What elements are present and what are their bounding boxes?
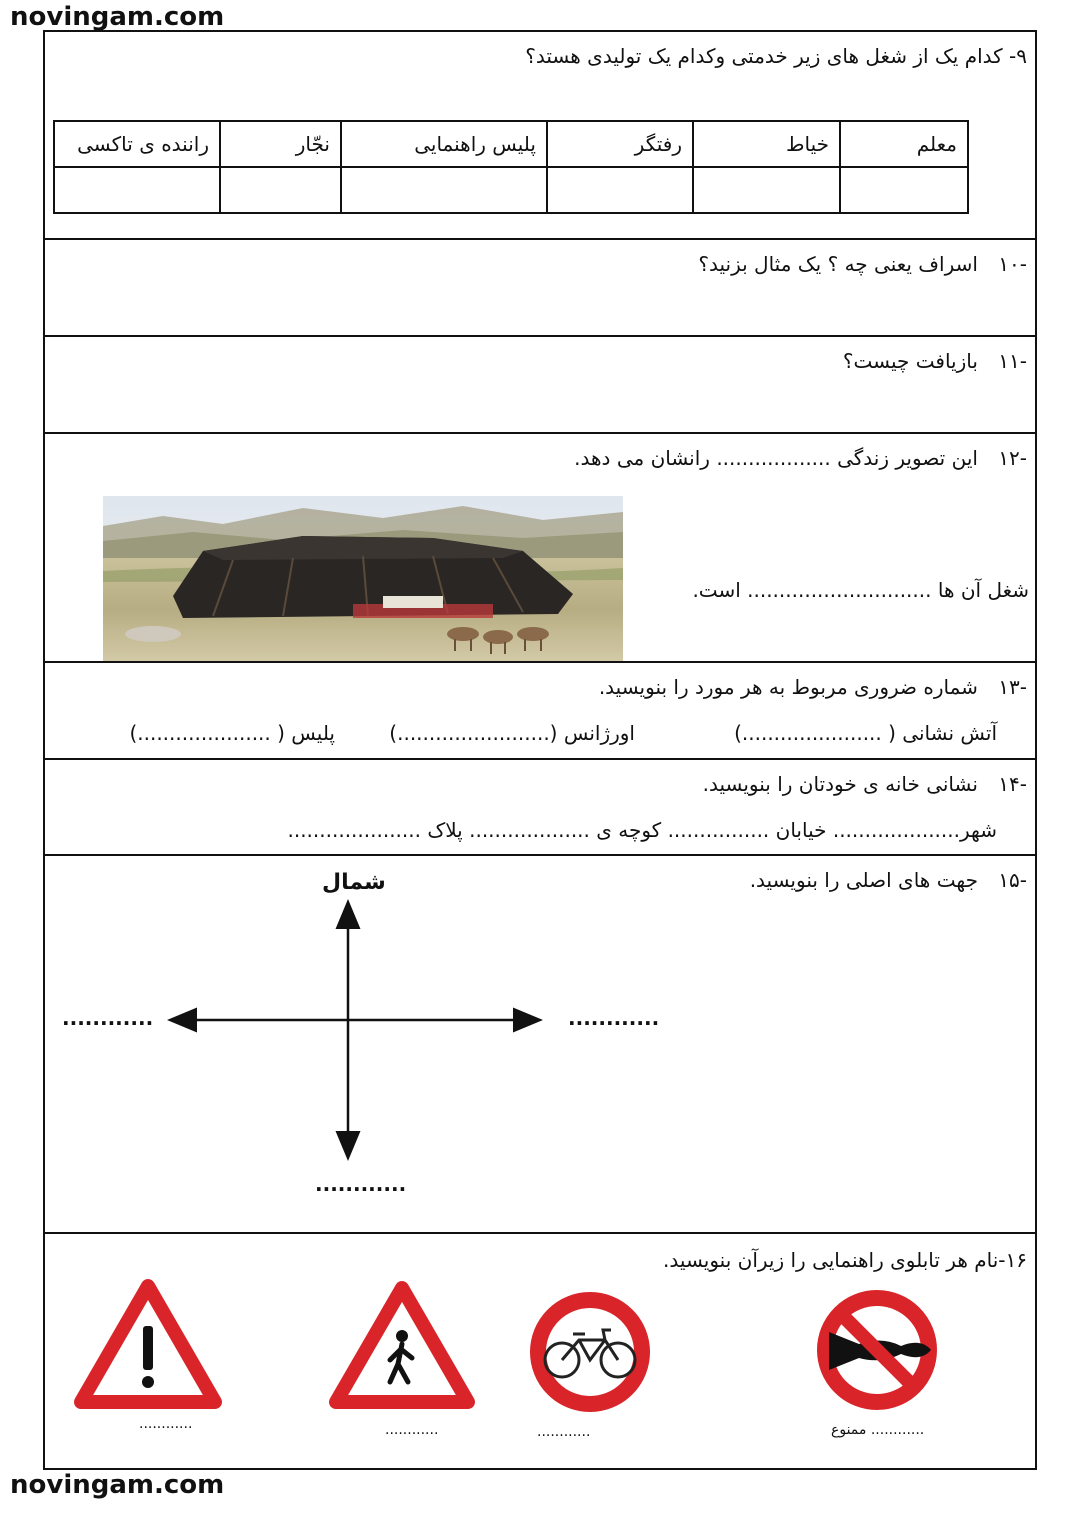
question-number: -۱۵ (998, 868, 1027, 892)
no-horn-sign-icon (791, 1288, 963, 1412)
question-11 (45, 337, 1035, 434)
question-16-text: ۱۶-نام هر تابلوی راهنمایی را زیرآن بنویسید. (663, 1248, 1027, 1272)
question-prompt: کدام یک از شغل های زیر خدمتی وکدام یک تولیدی هستد؟ (525, 44, 1003, 68)
sign-label-no-bicycle[interactable]: ............ (537, 1424, 591, 1440)
question-number: ۹- (1009, 44, 1027, 68)
sign-label-pedestrian[interactable]: ............ (385, 1422, 439, 1438)
question-14-text (703, 772, 1027, 796)
sign-label-warning[interactable]: ............ (139, 1416, 193, 1432)
table-cell: خیاط (693, 121, 840, 167)
watermark-top: novingam.com (10, 2, 225, 32)
answer-cell[interactable] (547, 167, 693, 213)
south-blank[interactable]: ............ (315, 1172, 407, 1196)
nomad-tent-image (103, 496, 623, 661)
answer-cell[interactable] (341, 167, 547, 213)
question-prompt: نشانی خانه ی خودتان را بنویسید. (702, 772, 978, 796)
job-line: شغل آن ها ............................. است. (692, 578, 1029, 602)
question-number: -۱۱ (998, 349, 1027, 373)
question-9-text (525, 44, 1027, 68)
table-cell: معلم (840, 121, 968, 167)
question-prompt: اسراف یعنی چه ؟ یک مثال بزنید؟ (698, 252, 978, 276)
tent-illustration (103, 496, 623, 661)
table-cell: نجّار (220, 121, 341, 167)
table-cell: راننده ی تاکسی (54, 121, 220, 167)
question-13-text (599, 675, 1027, 699)
question-number: -۱۴ (998, 772, 1027, 796)
question-15 (45, 856, 1035, 1234)
question-15-text (750, 868, 1027, 892)
worksheet-frame (43, 30, 1037, 1470)
address-line: شهر.................... خیابان ................ کوچه ی ................... پلاک ..................... (287, 818, 997, 842)
question-10-text (698, 252, 1027, 276)
answer-cell[interactable] (693, 167, 840, 213)
west-blank[interactable]: ............ (62, 1006, 154, 1030)
warning-exclamation-sign-icon (73, 1276, 223, 1412)
question-prompt: این تصویر زندگی .................. رانشان می دهد. (574, 446, 978, 470)
north-label: شمال (322, 870, 386, 895)
question-14 (45, 760, 1035, 856)
table-cell: رفتگر (547, 121, 693, 167)
question-prompt: بازیافت چیست؟ (842, 349, 978, 373)
fire-department-number: آتش نشانی ( ......................) (734, 721, 997, 745)
question-13 (45, 663, 1035, 760)
jobs-table (53, 120, 969, 214)
answer-cell[interactable] (54, 167, 220, 213)
emergency-number: اورژانس (........................) (389, 721, 635, 745)
table-row (54, 121, 968, 167)
answer-cell[interactable] (840, 167, 968, 213)
question-number: -۱۲ (998, 446, 1027, 470)
question-16 (45, 1234, 1035, 1470)
question-prompt: جهت های اصلی را بنویسید. (749, 868, 978, 892)
pedestrian-warning-sign-icon (328, 1278, 476, 1412)
sign-label-no-horn[interactable]: ............ ممنوع (831, 1422, 925, 1438)
question-12 (45, 434, 1035, 663)
question-number: -۱۳ (998, 675, 1027, 699)
police-number: پلیس ( .....................) (129, 721, 335, 745)
no-bicycle-sign-icon (507, 1290, 673, 1414)
table-row (54, 167, 968, 213)
question-number: -۱۰ (998, 252, 1027, 276)
question-prompt: شماره ضروری مربوط به هر مورد را بنویسید. (598, 675, 978, 699)
table-cell: پلیس راهنمایی (341, 121, 547, 167)
watermark-bottom: novingam.com (10, 1470, 225, 1500)
east-blank[interactable]: ............ (568, 1006, 660, 1030)
question-11-text (843, 349, 1027, 373)
answer-cell[interactable] (220, 167, 341, 213)
question-12-text (574, 446, 1027, 470)
question-10 (45, 240, 1035, 337)
question-9 (45, 32, 1035, 240)
